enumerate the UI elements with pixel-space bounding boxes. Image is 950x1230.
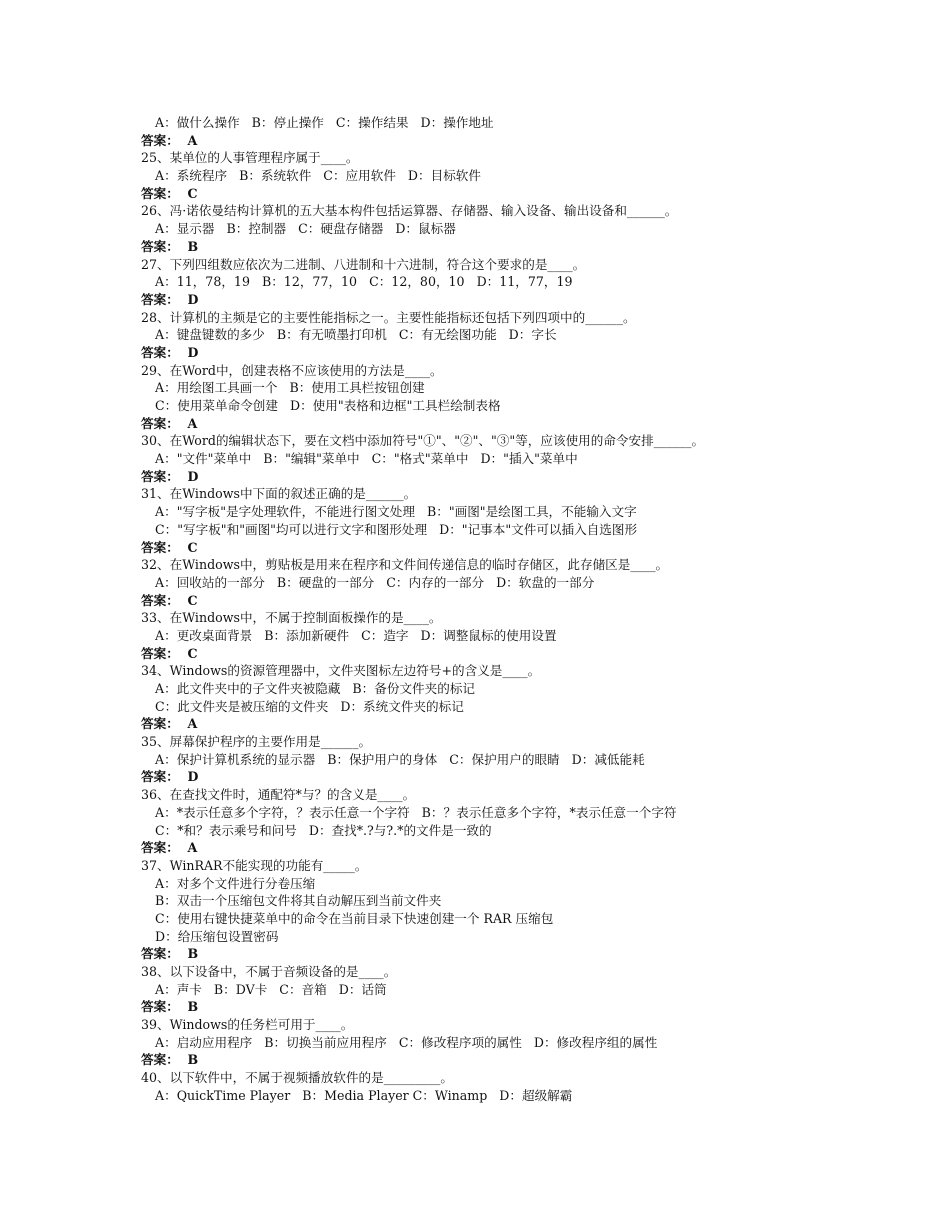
answer-line: 答案： C: [141, 592, 198, 608]
question-line: 40、以下软件中，不属于视频播放软件的是_________。: [141, 1070, 453, 1086]
question-line: 35、屏幕保护程序的主要作用是______。: [141, 734, 372, 750]
question-line: 34、Windows的资源管理器中，文件夹图标左边符号+的含义是____。: [141, 663, 541, 679]
question-line: 29、在Word中，创建表格不应该使用的方法是____。: [141, 362, 443, 378]
question-line: 38、以下设备中，不属于音频设备的是____。: [141, 964, 397, 979]
options-line: A：保护计算机系统的显示器 B：保护用户的身体 C：保护用户的眼睛 D：减低能耗: [155, 751, 645, 767]
options-line: A：QuickTime Player B：Media Player C：Winamp D：超级解霸: [155, 1087, 573, 1103]
answer-line: 答案： A: [141, 415, 198, 431]
question-line: 33、在Windows中，不属于控制面板操作的是____。: [141, 610, 442, 626]
answer-line: 答案： D: [141, 344, 199, 360]
question-line: 39、Windows的任务栏可用于____。: [141, 1017, 354, 1033]
options-line: A：系统程序 B：系统软件 C：应用软件 D：目标软件: [155, 168, 481, 184]
question-line: 37、WinRAR不能实现的功能有_____。: [141, 857, 368, 873]
answer-line: 答案： A: [141, 716, 198, 732]
question-line: 31、在Windows中下面的叙述正确的是______。: [141, 486, 417, 502]
options-line: C：使用右键快捷菜单中的命令在当前目录下快速创建一个 RAR 压缩包: [155, 910, 554, 926]
answer-line: 答案： A: [141, 132, 198, 148]
answer-line: 答案： B: [141, 999, 199, 1015]
options-line: A：声卡 B：DV卡 C：音箱 D：话筒: [155, 981, 387, 997]
options-line: A：更改桌面背景 B：添加新硬件 C：造字 D：调整鼠标的使用设置: [155, 627, 557, 643]
question-line: 27、下列四组数应依次为二进制、八进制和十六进制，符合这个要求的是____。: [141, 256, 586, 272]
question-line: 30、在Word的编辑状态下，要在文档中添加符号"①"、"②"、"③"等，应该使用的命令安排______。: [141, 433, 705, 449]
question-line: 26、冯·诺依曼结构计算机的五大基本构件包括运算器、存储器、输入设备、输出设备和______。: [141, 203, 678, 219]
options-line: C：*和？表示乘号和问号 D：查找*.?与?.*的文件是一致的: [155, 822, 492, 838]
question-line: 28、计算机的主频是它的主要性能指标之一。主要性能指标还包括下列四项中的______。: [141, 309, 636, 325]
answer-line: 答案： D: [141, 468, 199, 484]
question-line: 36、在查找文件时，通配符*与？的含义是____。: [141, 787, 416, 803]
question-line: 32、在Windows中，剪贴板是用来在程序和文件间传递信息的临时存储区，此存储区是____。: [141, 557, 669, 573]
options-line: A：启动应用程序 B：切换当前应用程序 C：修改程序项的属性 D：修改程序组的属性: [155, 1034, 658, 1050]
options-line: A：用绘图工具画一个 B：使用工具栏按钮创建: [155, 380, 425, 396]
options-line: B：双击一个压缩包文件将其自动解压到当前文件夹: [155, 893, 442, 909]
options-line: A：此文件夹中的子文件夹被隐藏 B：备份文件夹的标记: [155, 681, 476, 696]
exam-document: [141, 114, 931, 1105]
options-line: C："写字板"和"画图"均可以进行文字和图形处理 D："记事本"文件可以插入自选图形: [155, 521, 638, 537]
options-line: A：键盘键数的多少 B：有无喷墨打印机 C：有无绘图功能 D：字长: [155, 327, 557, 343]
options-line: A：*表示任意多个字符，？表示任意一个字符 B：？表示任意多个字符，*表示任意一个字符: [155, 804, 677, 820]
options-line: A：显示器 B：控制器 C：硬盘存储器 D：鼠标器: [155, 221, 456, 237]
options-line: A："文件"菜单中 B："编辑"菜单中 C："格式"菜单中 D："插入"菜单中: [155, 451, 578, 467]
answer-line: 答案： C: [141, 645, 198, 661]
answer-line: 答案： B: [141, 946, 199, 962]
question-line: 25、某单位的人事管理程序属于____。: [141, 150, 359, 166]
answer-line: 答案： D: [141, 291, 199, 307]
answer-line: 答案： C: [141, 185, 198, 201]
options-line: D：给压缩包设置密码: [155, 928, 279, 944]
options-line: A：11，78，19 B：12，77，10 C：12，80，10 D：11，77，19: [155, 274, 573, 290]
answer-line: 答案： A: [141, 840, 198, 856]
options-line: A：回收站的一部分 B：硬盘的一部分 C：内存的一部分 D：软盘的一部分: [155, 574, 595, 590]
answer-line: 答案： B: [141, 1052, 199, 1068]
options-line: A：做什么操作 B：停止操作 C：操作结果 D：操作地址: [155, 115, 494, 130]
answer-line: 答案： B: [141, 238, 199, 254]
answer-line: 答案： D: [141, 769, 199, 785]
options-line: C：使用菜单命令创建 D：使用"表格和边框"工具栏绘制表格: [155, 398, 501, 413]
options-line: C：此文件夹是被压缩的文件夹 D：系统文件夹的标记: [155, 698, 464, 714]
options-line: A："写字板"是字处理软件，不能进行图文处理 B："画图"是绘图工具，不能输入文字: [155, 504, 637, 520]
answer-line: 答案： C: [141, 539, 198, 555]
options-line: A：对多个文件进行分卷压缩: [155, 875, 316, 891]
